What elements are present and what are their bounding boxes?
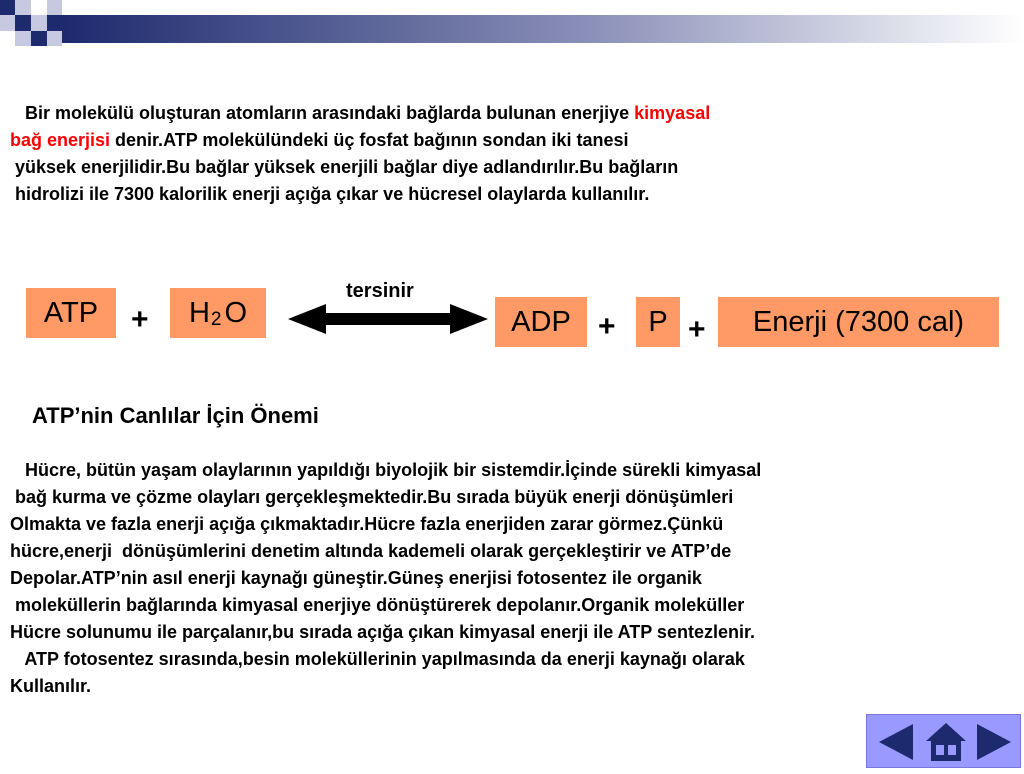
- body-line-6: moleküllerin bağlarında kimyasal enerjiye dönüştürerek depolanır.Organik moleküller: [10, 595, 745, 615]
- atp-box: ATP: [26, 288, 116, 338]
- prev-arrow-icon: [871, 715, 919, 769]
- body-line-8: ATP fotosentez sırasında,besin moleküllerinin yapılmasında da enerji kaynağı olarak: [10, 649, 745, 669]
- highlight-bag-enerjisi: bağ enerjisi: [10, 130, 111, 150]
- intro-line-4: hidrolizi ile 7300 kalorilik enerji açığa çıkar ve hücresel olaylarda kullanılır.: [10, 184, 650, 204]
- slide-navigation: [866, 714, 1021, 768]
- body-line-5: Depolar.ATP’nin asıl enerji kaynağı güneştir.Güneş enerjisi fotosentez ile organik: [10, 568, 702, 588]
- intro-line-1: [10, 100, 710, 127]
- intro-line-2: [10, 127, 628, 154]
- previous-slide-button[interactable]: [871, 715, 919, 769]
- plus-sign-2: +: [598, 310, 616, 343]
- section-subtitle: ATP’nin Canlılar İçin Önemi: [32, 403, 319, 428]
- plus-sign-1: +: [131, 303, 149, 336]
- body-line-7: Hücre solunumu ile parçalanır,bu sırada açığa çıkan kimyasal enerji ile ATP sentezlenir.: [10, 622, 755, 642]
- body-line-9: Kullanılır.: [10, 676, 92, 696]
- water-box: [170, 288, 266, 338]
- water-o: O: [224, 296, 248, 329]
- body-line-3: Olmakta ve fazla enerji açığa çıkmaktadır.Hücre fazla enerjiden zarar görmez.Çünkü: [10, 514, 724, 534]
- body-line-1: Hücre, bütün yaşam olaylarının yapıldığı biyolojik bir sistemdir.İçinde sürekli kimyasal: [10, 460, 762, 480]
- water-subscript-2: 2: [210, 309, 222, 330]
- highlight-kimyasal: kimyasal: [634, 103, 711, 123]
- next-slide-button[interactable]: [971, 715, 1019, 769]
- adp-box: ADP: [495, 297, 587, 347]
- header-decoration: [0, 0, 1024, 48]
- plus-sign-3: +: [688, 313, 706, 346]
- next-arrow-icon: [971, 715, 1019, 769]
- body-line-2: bağ kurma ve çözme olayları gerçekleşmektedir.Bu sırada büyük enerji dönüşümleri: [10, 487, 734, 507]
- intro-line-3: yüksek enerjilidir.Bu bağlar yüksek enerjili bağlar diye adlandırılır.Bu bağların: [10, 157, 679, 177]
- intro-line-2-text: denir.ATP molekülündeki üç fosfat bağının sondan iki tanesi: [110, 130, 629, 150]
- reversible-label: tersinir: [346, 280, 414, 302]
- double-arrow-icon: [288, 302, 488, 336]
- home-icon: [922, 715, 970, 769]
- water-h: H: [188, 296, 210, 329]
- intro-line-1-text: Bir molekülü oluşturan atomların arasındaki bağlarda bulunan enerjiye: [10, 103, 635, 123]
- phosphate-box: P: [636, 297, 680, 347]
- home-button[interactable]: [922, 715, 970, 769]
- body-line-4: hücre,enerji dönüşümlerini denetim altında kademeli olarak gerçekleştirir ve ATP’de: [10, 541, 732, 561]
- energy-box: Enerji (7300 cal): [718, 297, 999, 347]
